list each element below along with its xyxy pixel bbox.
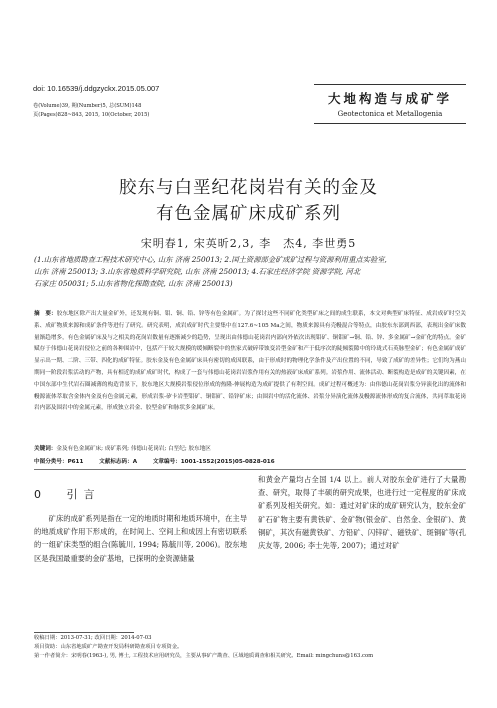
abstract-divider — [34, 469, 466, 470]
document-code: 文献标志码：A — [99, 459, 138, 465]
paragraph: 矿床的成矿系列是指在一定的地质时期和地质环境中，在主导的地质成矿作用下形成的，在时间上、空间上和成因上有密切联系的一组矿床类型的组合(陈毓川, 1994; 陈毓川等, 2006)。胶东地区是我国最重要的金矿基地，已探明的金资源储量 — [34, 514, 247, 563]
abstract — [34, 309, 466, 415]
classification — [34, 457, 466, 465]
paragraph: 和黄金产量均占全国 1/4 以上。前人对胶东金矿进行了大量勘查、研究，取得了丰硕的研究成果，也进行过一定程度的矿床成矿系列及相关研究。如：通过对矿床的成矿研究认为，胶东金矿矿石矿物主要有黄铁矿、金矿物(银金矿、自然金、金银矿)、黄铜矿，其次有磁黄铁矿、方铅矿、闪锌矿、磁铁矿、斑铜矿等(孔庆友等, 2006; 李士先等, 2007)；通过对矿 — [258, 475, 466, 551]
authors: 宋明春1, 宋英昕2,3, 李 杰4, 李世勇5 — [140, 237, 357, 250]
article-number: 文章编号：1001-1552(2015)05-0828-016 — [152, 459, 275, 465]
section-title: 引言 — [66, 488, 101, 501]
journal-name-cn: 大地构造与成矿学 — [327, 91, 452, 106]
keywords-label: 关键词： — [34, 446, 57, 452]
journal-masthead — [314, 84, 466, 124]
affiliations — [34, 254, 464, 290]
body-column-right — [258, 473, 466, 552]
abstract-text: 胶东地区除产出大量金矿外，还发现有铜、钼、铜、铅、锌等有色金属矿。为了探讨这些不同矿化类型矿床之间的成生联系，本文对典型矿床特征、成岩成矿时空关系、成矿物质来源和成矿条件等进行了研究。研究表明，成岩成矿时代主要集中在127.6~105 Ma之间，物质来源具有壳幔混合等特点，由胶东东部到西部，表现出金矿床数量渐趋增多，有色金属矿床及与之相关的花岗岩数量有逐渐减少的趋势，呈现出由伟德山花岗岩内部向外依次出现钼矿、铜钼矿→铜、铅、锌、多金属矿→金矿化的特点。金矿赋存于伟德山花岗岩侵位之前的各种围岩中，包括产于较大规模的缓倾断裂中的焦家式破碎带蚀变岩型金矿和产于低序次的陡倾裂隙中的玲珑式石英脉型金矿；有色金属矿成矿显示出一期、二阶、三带、四化的成矿特征。胶东金及有色金属矿床具有密切的成因联系，由于形成时的物理化学条件及产出位置的不同，导致了成矿的差异性；它们均为燕山期同一阶段岩浆活动的产物，具有相近的成矿成矿时代，构成了一套与伟德山花岗岩岩浆作用有关的热液矿床成矿系列。岩浆作用、流体活动、断裂构造是成矿的关键因素，在中国东部中生代岩石圈减薄的构造背景下，胶东地区大规模岩浆侵位形成的热隆-伸展构造为成矿提供了有利空间。成矿过程可概述为：由伟德山花岗岩浆分异演化出的流体和幔源流体萃取含金体内金及有色金属元素，形成岩浆-矽卡岩型钼矿、铜钼矿、铅锌矿床；由围岩中的活化流体、岩浆分异演化流体及幔源流体形成的复合流体，共同萃取花岗岩内部及围岩中的金属元素，形成独立岩金、胶型金矿和脉状多金属矿床。 — [34, 311, 466, 412]
pages-info: 页(Pages)828~843, 2015, 10(October, 2015) — [33, 112, 150, 118]
footnote-funding: 项目资助：山东省地质矿产勘查开发局科研勘查项目专项资金。 — [34, 644, 183, 650]
body-column-left — [34, 512, 247, 565]
footnote-received: 收稿日期：2013-07-31; 改回日期：2014-07-03 — [34, 635, 152, 641]
section-number: 0 — [34, 488, 47, 501]
affiliation-line: (1.山东省地质勘查工程技术研究中心, 山东 济南 250013; 2.国土资源部金矿成矿过程与资源利用重点实验室, — [34, 255, 387, 264]
affiliation-line: 石家庄 050031; 5.山东省物化探勘查院, 山东 济南 250013) — [34, 279, 233, 288]
affiliation-line: 山东 济南 250013; 3.山东省地质科学研究院, 山东 济南 250013; 4.石家庄经济学院 资源学院, 河北 — [34, 267, 361, 276]
doi[interactable]: doi: 10.16539/j.ddgzyckx.2015.05.007 — [33, 84, 160, 93]
article-title-line1: 胶东与白垩纪花岗岩有关的金及 — [119, 178, 378, 198]
footnote-author: 第一作者简介：宋明春(1963-), 男, 博士, 工程技术应用研究员，主要从事矿产勘查、区域地质调查和相关研究。Email: mingchuns@163.com — [34, 653, 374, 659]
article-title-line2: 有色金属矿床成矿系列 — [156, 204, 341, 224]
section-heading — [34, 486, 101, 502]
volume-info: 卷(Volume)39, 期(Number)5, 总(SUM)148 — [33, 103, 142, 109]
clc-number: 中图分类号：P611 — [34, 459, 84, 465]
keywords — [34, 444, 466, 452]
footnote-divider — [34, 632, 134, 633]
journal-name-en: Geotectonica et Metallogenia — [337, 110, 443, 118]
keywords-text: 金及有色金属矿床; 成矿系列; 伟德山花岗岩; 白垩纪; 胶东地区 — [56, 446, 211, 452]
abstract-label: 摘 要： — [34, 311, 57, 317]
article-metadata — [33, 84, 273, 119]
